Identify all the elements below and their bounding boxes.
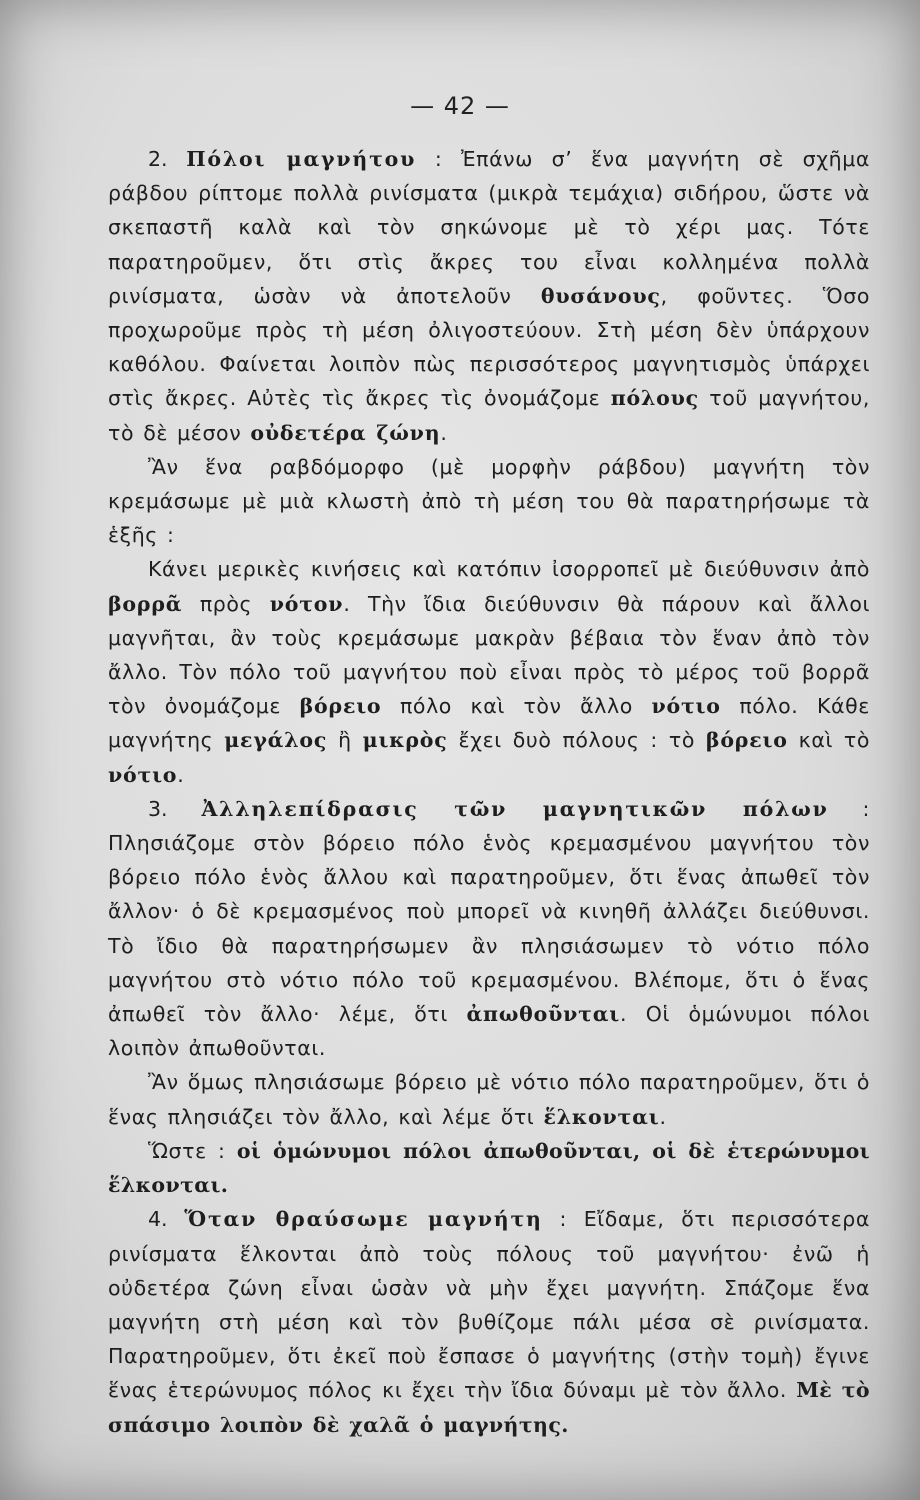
emphasis-term: βορρᾶ bbox=[108, 591, 183, 616]
section-number: 2. bbox=[148, 147, 168, 171]
body-text: , φοῦντες. Ὅσο προχωροῦμε πρὸς τὴ μέση ὀλιγοστεύουν. Στὴ μέση δὲν ὑπάρχουν καθόλου. Φαίνεται λοιπὸν πὼς περισσότερος μαγνητισμὸς ὑπάρχει στὶς ἄκρες. Αὐτὲς τὶς ἄκρες τὶς ὀνομάζομε bbox=[108, 283, 870, 411]
body-text: ἢ bbox=[327, 728, 363, 753]
body-text: Πλησιάζομε στὸν βόρειο πόλο ἑνὸς κρεμασμένου μαγνήτου τὸν βόρειο πόλο ἑνὸς ἄλλου καὶ παρατηροῦμεν, ὅτι ἕνας ἀπωθεῖ τὸν ἄλλον· ὁ δὲ κρεμασμένος ποὺ μπορεῖ νὰ κινηθῆ ἀλλάζει διεύθυνσι. Τὸ ἴδιο θὰ παρατηρήσωμεν ἂν πλησιάσωμεν τὸ νότιο πόλο μαγνήτου στὸ νότιο πόλο τοῦ κρεμασμένου. Βλέπομε, ὅτι ὁ ἕνας ἀπωθεῖ τὸν ἄλλο· λέμε, ὅτι bbox=[108, 831, 870, 1027]
body-text: . Οἱ ὁμώνυμοι πόλοι λοιπὸν ἀπωθοῦνται. bbox=[108, 1002, 870, 1061]
section-2-paragraph-3 bbox=[108, 552, 870, 791]
section-heading: Ἀλληλεπίδρασις τῶν μαγνητικῶν πόλων bbox=[201, 796, 829, 821]
emphasis-term: μεγάλος bbox=[224, 728, 328, 753]
section-4-paragraph-1 bbox=[108, 1202, 870, 1441]
page-body bbox=[108, 142, 870, 1442]
section-heading: Ὅταν θραύσωμε μαγνήτη bbox=[184, 1207, 543, 1232]
emphasis-term: οὐδετέρα ζώνη bbox=[250, 420, 441, 445]
emphasis-term: νότιο bbox=[651, 694, 721, 719]
body-text: Κάνει μερικὲς κινήσεις καὶ κατόπιν ἰσορροπεῖ μὲ διεύθυνσιν ἀπὸ bbox=[148, 557, 870, 582]
heading-separator: : bbox=[828, 796, 871, 821]
emphasis-term: βόρειο bbox=[705, 728, 788, 753]
section-number: 4. bbox=[148, 1207, 168, 1232]
emphasis-term: θυσάνους bbox=[540, 283, 661, 308]
body-text: πόλο καὶ τὸν ἄλλο bbox=[381, 694, 652, 719]
emphasis-term: ἕλκονται bbox=[543, 1104, 660, 1129]
body-text: Εἴδαμε, ὅτι περισσότερα ρινίσματα ἕλκονται ἀπὸ τοὺς πόλους τοῦ μαγνήτου· ἐνῶ ἡ οὐδετέρα ζώνη εἶναι ὡσὰν νὰ μὴν ἔχει μαγνήτη. Σπάζομε ἕνα μαγνήτη στὴ μέση καὶ τὸν βυθίζομε πάλι μέσα σὲ ρινίσματα. Παρατηροῦμεν, ὅτι ἐκεῖ ποὺ ἔσπασε ὁ μαγνήτης (στὴν τομὴ) ἔγινε ἕνας ἑτερώνυμος πόλος κι ἔχει τὴν ἴδια δύναμι μὲ τὸν ἄλλο. bbox=[108, 1207, 870, 1403]
body-text: πρὸς bbox=[182, 591, 270, 616]
body-text: Ὥστε : bbox=[148, 1138, 237, 1163]
emphasis-term: μικρὸς bbox=[362, 728, 448, 753]
emphasis-term: νότον bbox=[269, 591, 344, 616]
body-text: πόλο. Κάθε μαγνήτης bbox=[108, 694, 870, 753]
section-3-conclusion bbox=[108, 1134, 870, 1202]
body-text: . Τὴν ἴδια διεύθυνσιν θὰ πάρουν καὶ ἄλλοι μαγνῆται, ἂν τοὺς κρεμάσωμε μακρὰν βέβαια τὸν ἕναν ἀπὸ τὸν ἄλλο. Τὸν πόλο τοῦ μαγνήτου ποὺ εἶναι πρὸς τὸ μέρος τοῦ βορρᾶ τὸν ὀνομάζομε bbox=[108, 591, 870, 719]
section-3-paragraph-1 bbox=[108, 792, 870, 1066]
body-text: καὶ τὸ bbox=[787, 728, 871, 753]
heading-separator: : bbox=[542, 1207, 584, 1232]
section-number: 3. bbox=[148, 796, 168, 821]
body-text: Ἂν ὅμως πλησιάσωμε βόρειο μὲ νότιο πόλο παρατηροῦμεν, ὅτι ὁ ἕνας πλησιάζει τὸν ἄλλο, καὶ λέμε ὅτι bbox=[108, 1070, 870, 1129]
body-text: . bbox=[440, 420, 448, 445]
body-text: Ἐπάνω σ’ ἕνα μαγνήτη σὲ σχῆμα ράβδου ρίπτομε πολλὰ ρινίσματα (μικρὰ τεμάχια) σιδήρου, ὥστε νὰ σκεπαστῆ καλὰ καὶ τὸν σηκώνομε μὲ τὸ χέρι μας. Τότε παρατηροῦμεν, ὅτι στὶς ἄκρες του εἶναι κολλημένα πολλὰ ρινίσματα, ὡσὰν νὰ ἀποτελοῦν bbox=[108, 147, 871, 308]
section-2-paragraph-1 bbox=[108, 142, 870, 450]
emphasis-term: πόλους bbox=[610, 386, 699, 411]
page-number: — 42 — bbox=[410, 92, 510, 120]
heading-separator: : bbox=[416, 147, 461, 171]
body-text: ἔχει δυὸ πόλους : τὸ bbox=[447, 728, 706, 753]
section-3-paragraph-2 bbox=[108, 1065, 870, 1133]
section-2-paragraph-2 bbox=[108, 450, 870, 553]
body-text: . bbox=[177, 762, 185, 787]
conclusion-statement: Μὲ τὸ σπάσιμο λοιπὸν δὲ χαλᾶ ὁ μαγνήτης. bbox=[108, 1378, 870, 1437]
body-text: τοῦ μαγνήτου, τὸ δὲ μέσον bbox=[108, 386, 870, 445]
body-text: . bbox=[659, 1104, 667, 1129]
body-text: Ἂν ἕνα ραβδόμορφο (μὲ μορφὴν ράβδου) μαγνήτη τὸν κρεμάσωμε μὲ μιὰ κλωστὴ ἀπὸ τὴ μέση του θὰ παρατηρήσωμε τὰ ἑξῆς : bbox=[108, 454, 870, 548]
conclusion-statement: οἱ ὁμώνυμοι πόλοι ἀπωθοῦνται, οἱ δὲ ἑτερώνυμοι ἕλκονται. bbox=[108, 1138, 870, 1198]
emphasis-term: ἀπωθοῦνται bbox=[466, 1002, 621, 1027]
emphasis-term: βόρειο bbox=[299, 694, 382, 719]
emphasis-term: νότιο bbox=[108, 762, 178, 787]
section-heading: Πόλοι μαγνήτου bbox=[186, 147, 417, 171]
